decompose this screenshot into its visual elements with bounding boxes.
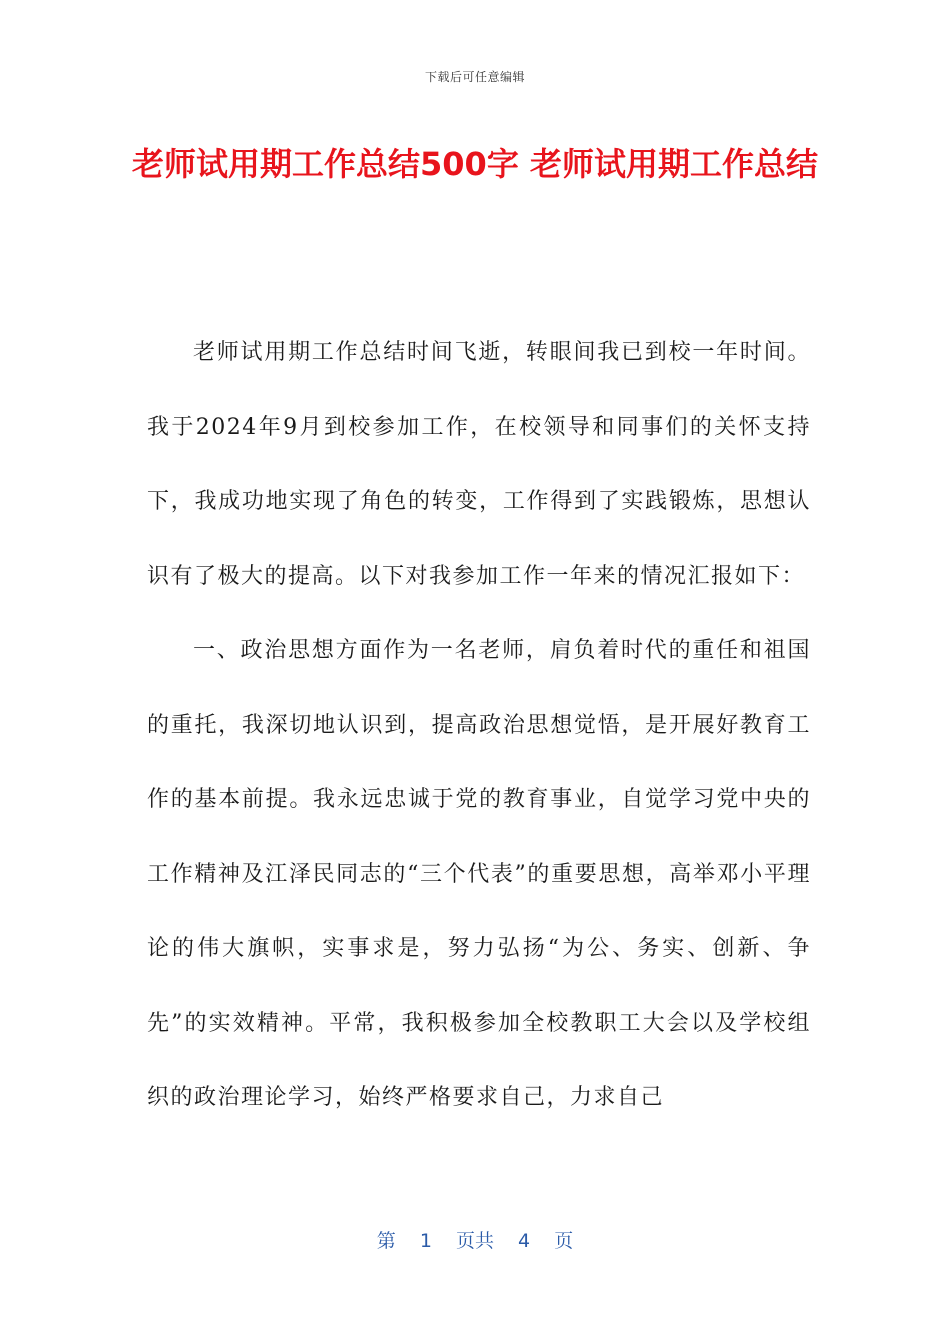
total-pages-number: 4 <box>518 1230 531 1252</box>
document-title: 老师试用期工作总结500字 老师试用期工作总结 <box>132 145 818 183</box>
paragraph: 老师试用期工作总结时间飞逝，转眼间我已到校一年时间。我于2024年9月到校参加工作，在校领导和同事们的关怀支持下，我成功地实现了角色的转变，工作得到了实践锻炼，思想认识有了极大的提高。以下对我参加工作一年来的情况汇报如下： <box>147 340 811 589</box>
paragraph: 一、政治思想方面作为一名老师，肩负着时代的重任和祖国的重托，我深切地认识到，提高政治思想觉悟，是开展好教育工作的基本前提。我永远忠诚于党的教育事业，自觉学习党中央的工作精神及江泽民同志的“三个代表”的重要思想，高举邓小平理论的伟大旗帜，实事求是，努力弘扬“为公、务实、创新、争先”的实效精神。平常，我积极参加全校教职工大会以及学校组织的政治理论学习，始终严格要求自己，力求自己 <box>147 638 811 1110</box>
document-body <box>147 316 811 1136</box>
header-note: 下载后可任意编辑 <box>424 70 525 84</box>
footer-prefix: 第 <box>376 1230 396 1252</box>
footer-suffix: 页 <box>554 1230 574 1252</box>
current-page-number: 1 <box>419 1230 432 1252</box>
footer-middle: 页共 <box>455 1230 494 1252</box>
page-footer <box>0 1226 950 1253</box>
